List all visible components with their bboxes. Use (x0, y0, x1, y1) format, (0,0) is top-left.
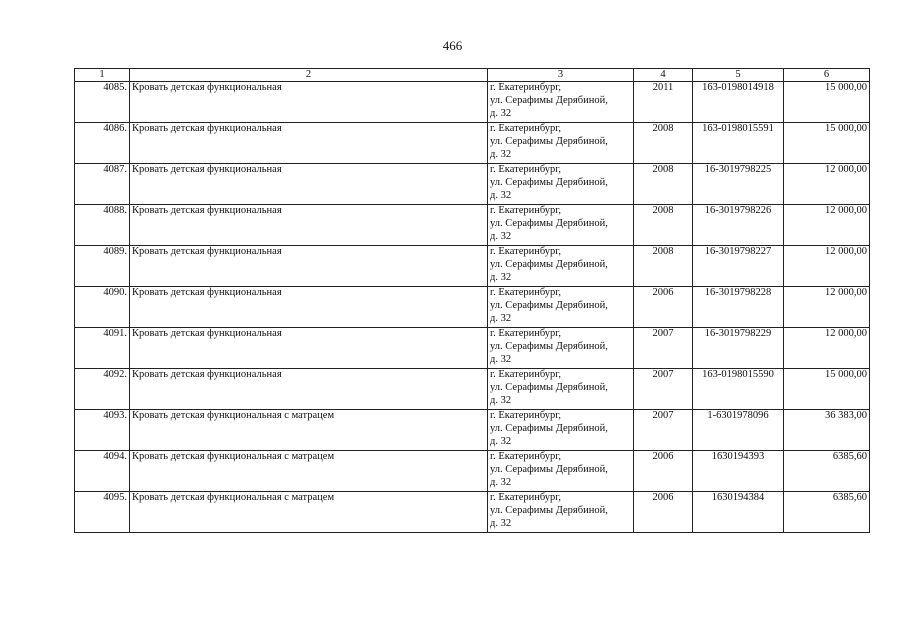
table-row (75, 246, 870, 287)
item-name-cell: Кровать детская функциональная (130, 287, 488, 328)
address-line-1: г. Екатеринбург, (490, 410, 562, 421)
inventory-number-cell: 16-3019798226 (693, 205, 784, 246)
cost-cell: 12 000,00 (784, 328, 870, 369)
address-cell (488, 164, 634, 205)
address-line-1: г. Екатеринбург, (490, 82, 562, 93)
address-line-2: ул. Серафимы Дерябиной, (490, 463, 608, 475)
item-name-cell: Кровать детская функциональная (130, 123, 488, 164)
cost-cell: 12 000,00 (784, 205, 870, 246)
address-line-3: д. 32 (490, 312, 512, 324)
year-cell: 2008 (634, 205, 693, 246)
row-number-cell: 4095. (75, 492, 130, 533)
property-registry-table (74, 68, 870, 533)
address-line-1: г. Екатеринбург, (490, 492, 562, 503)
row-number-cell: 4088. (75, 205, 130, 246)
address-line-2: ул. Серафимы Дерябиной, (490, 381, 608, 393)
year-cell: 2008 (634, 246, 693, 287)
item-name-cell: Кровать детская функциональная (130, 205, 488, 246)
inventory-number-cell: 16-3019798227 (693, 246, 784, 287)
inventory-number-cell: 163-0198015591 (693, 123, 784, 164)
inventory-number-cell: 16-3019798225 (693, 164, 784, 205)
address-line-2: ул. Серафимы Дерябиной, (490, 94, 608, 106)
column-header-3: 3 (488, 69, 634, 82)
cost-cell: 12 000,00 (784, 246, 870, 287)
item-name-cell: Кровать детская функциональная с матрацем (130, 451, 488, 492)
cost-cell: 6385,60 (784, 451, 870, 492)
year-cell: 2006 (634, 451, 693, 492)
address-cell (488, 369, 634, 410)
year-cell: 2008 (634, 164, 693, 205)
item-name-cell: Кровать детская функциональная (130, 82, 488, 123)
address-line-1: г. Екатеринбург, (490, 123, 562, 134)
table-row (75, 123, 870, 164)
row-number-cell: 4094. (75, 451, 130, 492)
inventory-number-cell: 1-6301978096 (693, 410, 784, 451)
address-line-1: г. Екатеринбург, (490, 246, 562, 257)
inventory-number-cell: 163-0198014918 (693, 82, 784, 123)
row-number-cell: 4086. (75, 123, 130, 164)
cost-cell: 15 000,00 (784, 123, 870, 164)
address-line-3: д. 32 (490, 517, 512, 529)
address-line-3: д. 32 (490, 435, 512, 447)
table-row (75, 205, 870, 246)
year-cell: 2006 (634, 492, 693, 533)
year-cell: 2007 (634, 328, 693, 369)
inventory-number-cell: 16-3019798229 (693, 328, 784, 369)
row-number-cell: 4091. (75, 328, 130, 369)
cost-cell: 15 000,00 (784, 369, 870, 410)
row-number-cell: 4090. (75, 287, 130, 328)
item-name-cell: Кровать детская функциональная с матрацем (130, 410, 488, 451)
inventory-number-cell: 163-0198015590 (693, 369, 784, 410)
cost-cell: 12 000,00 (784, 287, 870, 328)
address-line-3: д. 32 (490, 271, 512, 283)
column-header-4: 4 (634, 69, 693, 82)
address-line-3: д. 32 (490, 107, 512, 119)
address-line-2: ул. Серафимы Дерябиной, (490, 504, 608, 516)
address-line-2: ул. Серафимы Дерябиной, (490, 422, 608, 434)
address-cell (488, 328, 634, 369)
address-cell (488, 410, 634, 451)
table-row (75, 492, 870, 533)
address-line-2: ул. Серафимы Дерябиной, (490, 258, 608, 270)
address-line-2: ул. Серафимы Дерябиной, (490, 217, 608, 229)
address-line-3: д. 32 (490, 189, 512, 201)
address-cell (488, 123, 634, 164)
column-header-2: 2 (130, 69, 488, 82)
cost-cell: 36 383,00 (784, 410, 870, 451)
item-name-cell: Кровать детская функциональная с матрацем (130, 492, 488, 533)
address-line-1: г. Екатеринбург, (490, 369, 562, 380)
cost-cell: 15 000,00 (784, 82, 870, 123)
table-row (75, 164, 870, 205)
year-cell: 2008 (634, 123, 693, 164)
column-header-1: 1 (75, 69, 130, 82)
item-name-cell: Кровать детская функциональная (130, 369, 488, 410)
address-line-3: д. 32 (490, 476, 512, 488)
address-line-1: г. Екатеринбург, (490, 328, 562, 339)
address-cell (488, 205, 634, 246)
year-cell: 2007 (634, 369, 693, 410)
year-cell: 2006 (634, 287, 693, 328)
address-cell (488, 287, 634, 328)
address-cell (488, 492, 634, 533)
row-number-cell: 4092. (75, 369, 130, 410)
address-line-2: ул. Серафимы Дерябиной, (490, 340, 608, 352)
table-row (75, 328, 870, 369)
row-number-cell: 4089. (75, 246, 130, 287)
item-name-cell: Кровать детская функциональная (130, 328, 488, 369)
address-line-1: г. Екатеринбург, (490, 451, 562, 462)
cost-cell: 12 000,00 (784, 164, 870, 205)
year-cell: 2007 (634, 410, 693, 451)
address-cell (488, 246, 634, 287)
address-line-3: д. 32 (490, 148, 512, 160)
table-row (75, 410, 870, 451)
year-cell: 2011 (634, 82, 693, 123)
address-line-2: ул. Серафимы Дерябиной, (490, 135, 608, 147)
address-line-1: г. Екатеринбург, (490, 287, 562, 298)
address-line-1: г. Екатеринбург, (490, 205, 562, 216)
inventory-number-cell: 1630194384 (693, 492, 784, 533)
inventory-number-cell: 16-3019798228 (693, 287, 784, 328)
header-row (75, 69, 870, 82)
address-cell (488, 82, 634, 123)
cost-cell: 6385,60 (784, 492, 870, 533)
table-row (75, 82, 870, 123)
row-number-cell: 4087. (75, 164, 130, 205)
row-number-cell: 4085. (75, 82, 130, 123)
inventory-number-cell: 1630194393 (693, 451, 784, 492)
address-line-2: ул. Серафимы Дерябиной, (490, 176, 608, 188)
table-body (75, 82, 870, 533)
address-line-3: д. 32 (490, 230, 512, 242)
column-header-5: 5 (693, 69, 784, 82)
page-number: 466 (442, 38, 463, 53)
table-row (75, 287, 870, 328)
address-line-1: г. Екатеринбург, (490, 164, 562, 175)
row-number-cell: 4093. (75, 410, 130, 451)
item-name-cell: Кровать детская функциональная (130, 164, 488, 205)
table-row (75, 369, 870, 410)
address-cell (488, 451, 634, 492)
address-line-3: д. 32 (490, 394, 512, 406)
column-header-6: 6 (784, 69, 870, 82)
table-row (75, 451, 870, 492)
address-line-2: ул. Серафимы Дерябиной, (490, 299, 608, 311)
address-line-3: д. 32 (490, 353, 512, 365)
item-name-cell: Кровать детская функциональная (130, 246, 488, 287)
